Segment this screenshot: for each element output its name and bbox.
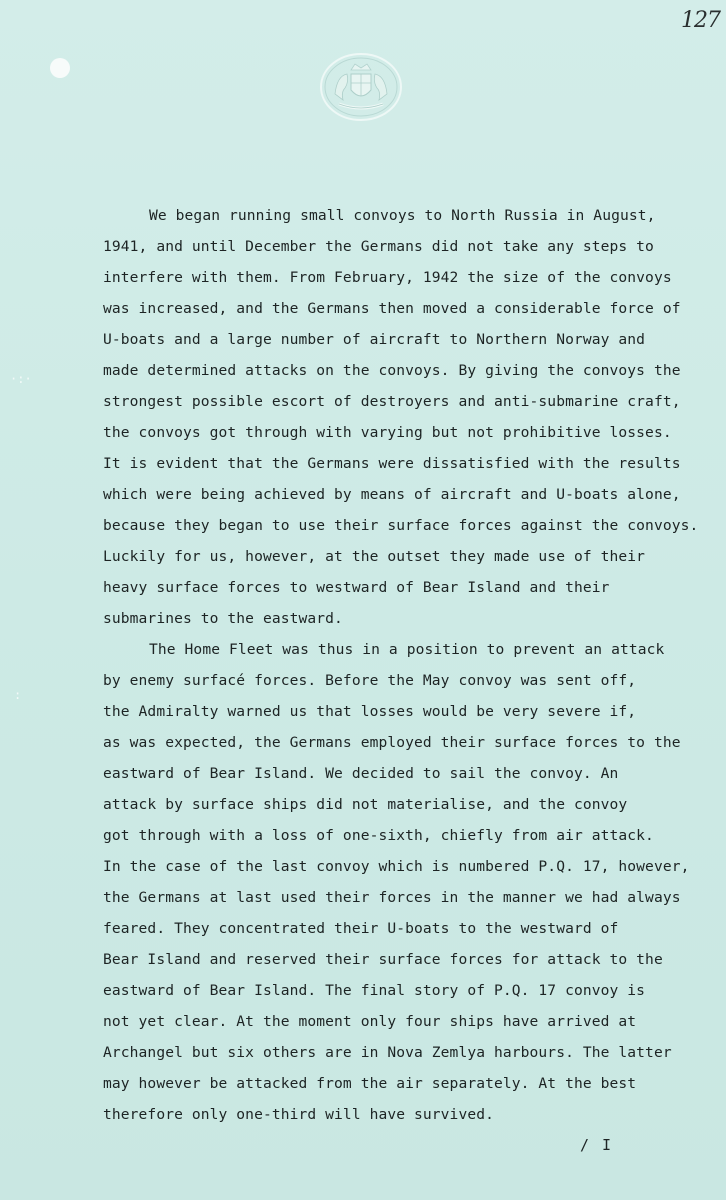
text-line: eastward of Bear Island. We decided to sail the convoy. An [103, 765, 619, 782]
text-line: the Admiralty warned us that losses would be very severe if, [103, 703, 637, 720]
continuation-mark: / I [580, 1136, 614, 1154]
paragraph-1 [103, 200, 723, 634]
margin-speck: : [14, 688, 22, 702]
text-line: strongest possible escort of destroyers and anti-submarine craft, [103, 393, 681, 410]
royal-crest-icon [319, 52, 403, 122]
text-line: submarines to the eastward. [103, 610, 343, 627]
text-line: attack by surface ships did not materialise, and the convoy [103, 796, 628, 813]
text-line: It is evident that the Germans were dissatisfied with the results [103, 455, 681, 472]
text-line: not yet clear. At the moment only four ships have arrived at [103, 1013, 637, 1030]
text-line: 1941, and until December the Germans did not take any steps to [103, 238, 654, 255]
text-line: as was expected, the Germans employed their surface forces to the [103, 734, 681, 751]
page-number: 127 [681, 8, 720, 33]
text-line: U-boats and a large number of aircraft to Northern Norway and [103, 331, 646, 348]
paragraph-2 [103, 634, 723, 1130]
text-line: We began running small convoys to North Russia in August, [149, 207, 656, 224]
text-line: got through with a loss of one-sixth, chiefly from air attack. [103, 827, 654, 844]
text-line: eastward of Bear Island. The final story of P.Q. 17 convoy is [103, 982, 646, 999]
text-line: the convoys got through with varying but not prohibitive losses. [103, 424, 672, 441]
text-line: feared. They concentrated their U-boats to the westward of [103, 920, 619, 937]
text-line: heavy surface forces to westward of Bear Island and their [103, 579, 610, 596]
text-line: which were being achieved by means of aircraft and U-boats alone, [103, 486, 681, 503]
text-line: by enemy surfacé forces. Before the May convoy was sent off, [103, 672, 637, 689]
text-line: because they began to use their surface forces against the convoys. [103, 517, 699, 534]
text-line: interfere with them. From February, 1942 the size of the convoys [103, 269, 672, 286]
text-line: Archangel but six others are in Nova Zemlya harbours. The latter [103, 1044, 672, 1061]
text-line: Bear Island and reserved their surface forces for attack to the [103, 951, 663, 968]
margin-speck: ·:· [10, 372, 32, 386]
text-line: may however be attacked from the air separately. At the best [103, 1075, 637, 1092]
text-line: In the case of the last convoy which is numbered P.Q. 17, however, [103, 858, 690, 875]
text-line: the Germans at last used their forces in the manner we had always [103, 889, 681, 906]
text-line: The Home Fleet was thus in a position to prevent an attack [149, 641, 665, 658]
text-line: made determined attacks on the convoys. By giving the convoys the [103, 362, 681, 379]
text-line: was increased, and the Germans then moved a considerable force of [103, 300, 681, 317]
letter-body [103, 200, 723, 1130]
punch-hole [50, 58, 70, 78]
text-line: therefore only one-third will have survived. [103, 1106, 494, 1123]
text-line: Luckily for us, however, at the outset they made use of their [103, 548, 646, 565]
